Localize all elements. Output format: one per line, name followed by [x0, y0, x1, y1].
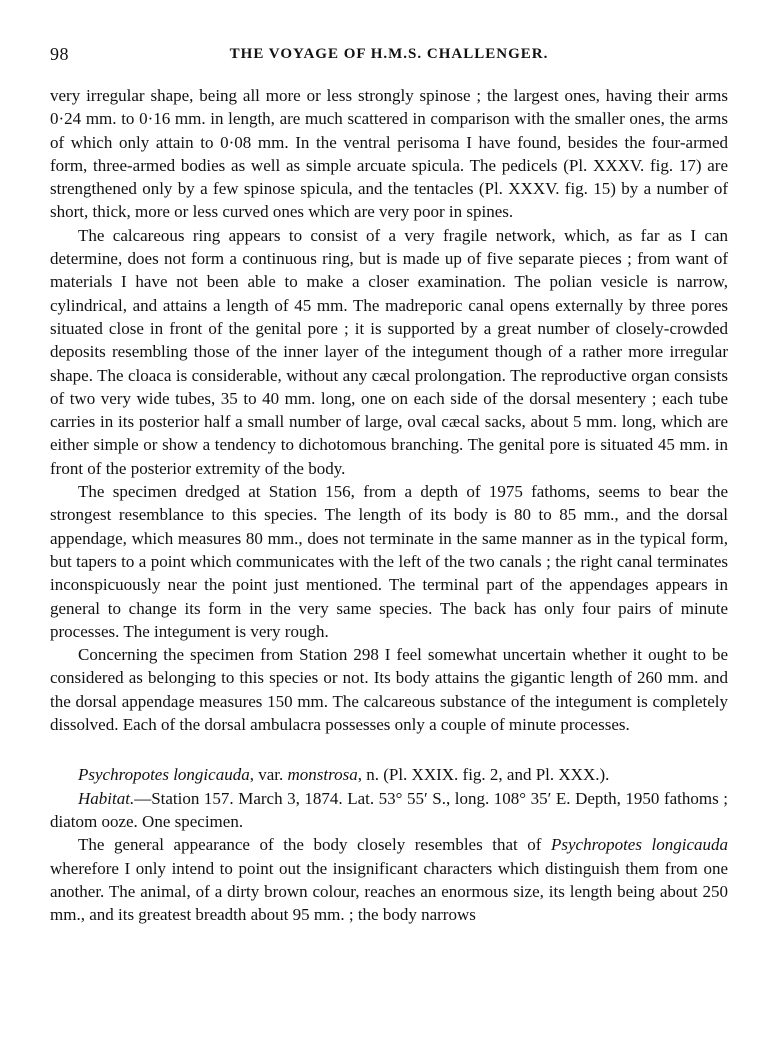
- paragraph-station-156: The specimen dredged at Station 156, from a depth of 1975 fathoms, seems to bear the strongest resemblance to this species. The length of its body is 80 to 85 mm., and the dorsal appendage, which measures 80 mm., does not terminate in the same manner as in the typical form, but tapers to a point which communicates with the left of the two canals ; the right canal terminates inconspicuously near the point just mentioned. The terminal part of the appendages appears in general to change its form in the very same species. The back has only four pairs of minute processes. The integument is very rough.: [50, 482, 728, 641]
- species-heading: [50, 763, 728, 786]
- species-section: [50, 763, 728, 926]
- page-header: [50, 44, 728, 68]
- habitat-text: —Station 157. March 3, 1874. Lat. 53° 55′ S., long. 108° 35′ E. Depth, 1950 fathoms ; diatom ooze. One specimen.: [50, 788, 728, 831]
- paragraph-station-298: Concerning the specimen from Station 298 I feel somewhat uncertain whether it ought to be considered as belonging to this species or not. Its body attains the gigantic length of 260 mm. and the dorsal appendage measures 150 mm. The calcareous substance of the integument is completely dissolved. Each of the dorsal ambulacra possesses only a couple of minute processes.: [50, 645, 728, 735]
- habitat-label: Habitat.: [78, 788, 135, 808]
- description-end: wherefore I only intend to point out the insignificant characters which distinguish them from one another. The animal, of a dirty brown colour, reaches an enormous size, its length being about 250 mm., and its greatest breadth about 95 mm. ; the body narrows: [50, 858, 728, 925]
- description-start: The general appearance of the body closely resembles that of: [78, 835, 551, 855]
- species-variety: monstrosa: [287, 765, 358, 785]
- description-species-name: Psychropotes longicauda: [551, 835, 728, 855]
- page-number: 98: [50, 44, 69, 64]
- description-paragraph: [50, 833, 728, 926]
- paragraph-calcareous-ring: The calcareous ring appears to consist of a very fragile network, which, as far as I can determine, does not form a continuous ring, but is made up of five separate pieces ; from want of materials I have not been able to make a closer examination. The polian vesicle is narrow, cylindrical, and attains a length of 45 mm. The madreporic canal opens externally by three pores situated close in front of the genital pore ; it is supported by a great number of closely-crowded deposits resembling those of the inner layer of the integument though of a rather more irregular shape. The cloaca is considerable, without any cæcal prolongation. The reproductive organ consists of two very wide tubes, 35 to 40 mm. long, one on each side of the dorsal mesentery ; each tube carries in its posterior half a small number of large, oval cæcal sacks, about 5 mm. long, which are either simple or show a tendency to dichotomous branching. The genital pore is situated 45 mm. in front of the posterior extremity of the body.: [50, 225, 728, 478]
- paragraph-continued: very irregular shape, being all more or less strongly spinose ; the largest ones, having their arms 0·24 mm. to 0·16 mm. in length, are much scattered in comparison with the smaller ones, the arms of which only attain to 0·08 mm. In the ventral perisoma I have found, besides the four-armed form, three-armed bodies as well as simple arcuate spicula. The pedicels (Pl. XXXV. fig. 17) are strengthened only by a few spinose spicula, and the tentacles (Pl. XXXV. fig. 15) by a number of short, thick, more or less curved ones which are very poor in spines.: [50, 86, 728, 222]
- habitat-paragraph: [50, 787, 728, 834]
- species-name: Psychropotes longicauda: [78, 765, 250, 785]
- running-title: THE VOYAGE OF H.M.S. CHALLENGER.: [229, 46, 549, 62]
- body-text: [50, 84, 728, 926]
- species-plate-ref: , n. (Pl. XXIX. fig. 2, and Pl. XXX.).: [357, 765, 610, 785]
- species-sep: , var.: [249, 765, 288, 785]
